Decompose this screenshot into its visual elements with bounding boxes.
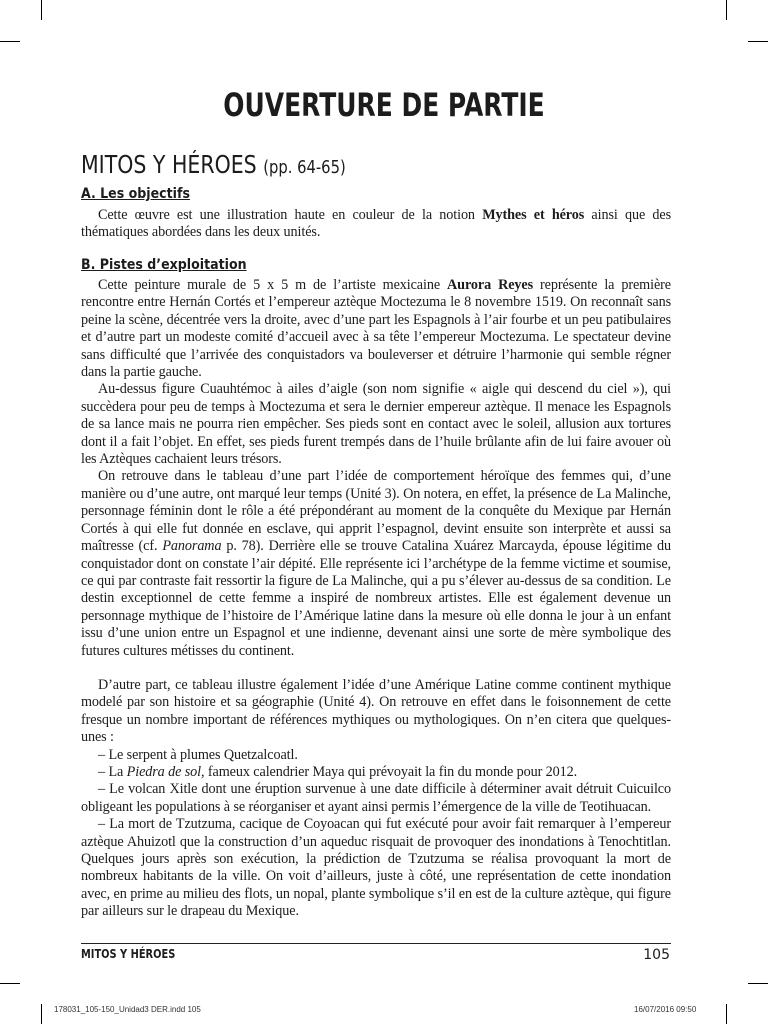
crop-mark	[726, 0, 727, 20]
crop-mark	[41, 1004, 42, 1024]
section-title-text: MITOS Y HÉROES	[81, 150, 257, 179]
section-title	[81, 150, 346, 179]
objectives-body	[81, 207, 671, 242]
list-item: – La mort de Tzutzuma, cacique de Coyoacan qui fut exécuté pour avoir fait remarquer à l’empereur aztèque Ahuizotl que la construction d’un aqueduc risquait de provoquer des inondations à Tenochtitlan. Quelques jours après son exécution, la prédiction de Tzutzuma se réalisa provoquant la mort de nombreux habitants de la ville. On voit d’ailleurs, juste à côté, une représentation de cette inondation avec, en prime au milieu des flots, un nopal, plante symbolique s’il en est de la culture aztèque, qui figure par ailleurs sur le drapeau du Mexique.	[81, 816, 671, 920]
crop-mark	[0, 41, 20, 42]
page-title: OUVERTURE DE PARTIE	[223, 86, 545, 124]
crop-mark	[726, 1004, 727, 1024]
crop-mark	[0, 983, 20, 984]
slug-timestamp: 16/07/2016 09:50	[634, 1005, 697, 1014]
list-item: – Le serpent à plumes Quetzalcoatl.	[98, 746, 298, 763]
objectives-paragraph: Cette œuvre est une illustration haute en couleur de la notion Mythes et héros ainsi que des thématiques abordées dans les deux unités.	[81, 207, 672, 241]
crop-mark	[41, 0, 42, 20]
slug-filename: 178031_105-150_Unidad3 DER.indd 105	[54, 1005, 201, 1014]
paragraph: Cette peinture murale de 5 x 5 m de l’artiste mexicaine Aurora Reyes représente la première rencontre entre Hernán Cortés et l’empereur aztèque Moctezuma le 8 novembre 1519. On reconnaît sans peine la scène, décentrée vers la droite, avec d’une part les Espagnols à l’air fourbe et un peu patibulaires et d’autre part un modeste comité d’accueil avec à sa tête l’empereur Moctezuma. Le spectateur devine sans difficulté que l’arrivée des conquistadors va bouleverser et détruire l’harmonie qui semble régner dans la partie gauche.	[81, 277, 671, 381]
crop-mark	[748, 983, 768, 984]
paragraph: On retrouve dans le tableau d’une part l’idée de comportement héroïque des femmes qui, d’une manière ou d’une autre, ont marqué leur temps (Unité 3). On notera, en effet, la présence de La Malinche, personnage féminin dont le rôle a été prépondérant au moment de la conquête du Mexique par Hernán Cortés à qui elle fut donnée en esclave, qui apprit l’espagnol, devint ensuite son interprète et aussi sa maîtresse (cf. Panorama p. 78). Derrière elle se trouve Catalina Xuárez Marcayda, épouse légitime du conquistador dont on constate l’air dépité. Elle représente ici l’archétype de la femme victime et soumise, ce qui par contraste fait ressortir la figure de La Malinche, qui a pu s’élever au-dessus de sa condition. Le destin exceptionnel de cette femme a inspiré de nombreux artistes. Elle est également devenue un personnage mythique de l’histoire de l’Amérique latine dans la mesure où elle donna le jour à un enfant issu d’une union entre un Espagnol et une indienne, devenant ainsi une sorte de mère symbolique des futures cultures métisses du continent.	[81, 468, 671, 659]
section-page-range: (pp. 64-65)	[263, 157, 346, 178]
pistes-heading: B. Pistes d’exploitation	[81, 257, 247, 273]
crop-mark	[748, 41, 768, 42]
list-item: – Le volcan Xitle dont une éruption survenue à une date difficile à déterminer avait détruit Cuicuilco obligeant les populations à se réorganiser et ayant ainsi permis l’émergence de la ville de Teotihuacan.	[81, 781, 671, 815]
footer-divider	[81, 943, 671, 944]
paragraph: Au-dessus figure Cuauhtémoc à ailes d’aigle (son nom signifie « aigle qui descend du ciel »), qui succèdera pour peu de temps à Moctezuma et sera le dernier empereur aztèque. Il menace les Espagnols de sa lance mais ne pourra rien empêcher. Ses pieds sont en contact avec le soleil, allusion aux tortures dont il a fait l’objet. En effet, ses pieds furent trempés dans de l’huile brûlante afin de lui faire avouer où les Aztèques cachaient leurs trésors.	[81, 381, 671, 468]
running-title: MITOS Y HÉROES	[81, 947, 176, 961]
list-item: – La Piedra de sol, fameux calendrier Maya qui prévoyait la fin du monde pour 2012.	[98, 763, 578, 780]
paragraph: D’autre part, ce tableau illustre également l’idée d’une Amérique Latine comme continent mythique modelé par son histoire et sa géographie (Unité 4). On retrouve en effet dans le foisonnement de cette fresque un nombre important de références mythiques ou mythologiques. On n’en citera que quelques-unes :	[81, 676, 671, 746]
objectives-heading: A. Les objectifs	[81, 186, 190, 202]
page-number: 105	[643, 947, 670, 963]
pistes-body	[81, 277, 671, 921]
